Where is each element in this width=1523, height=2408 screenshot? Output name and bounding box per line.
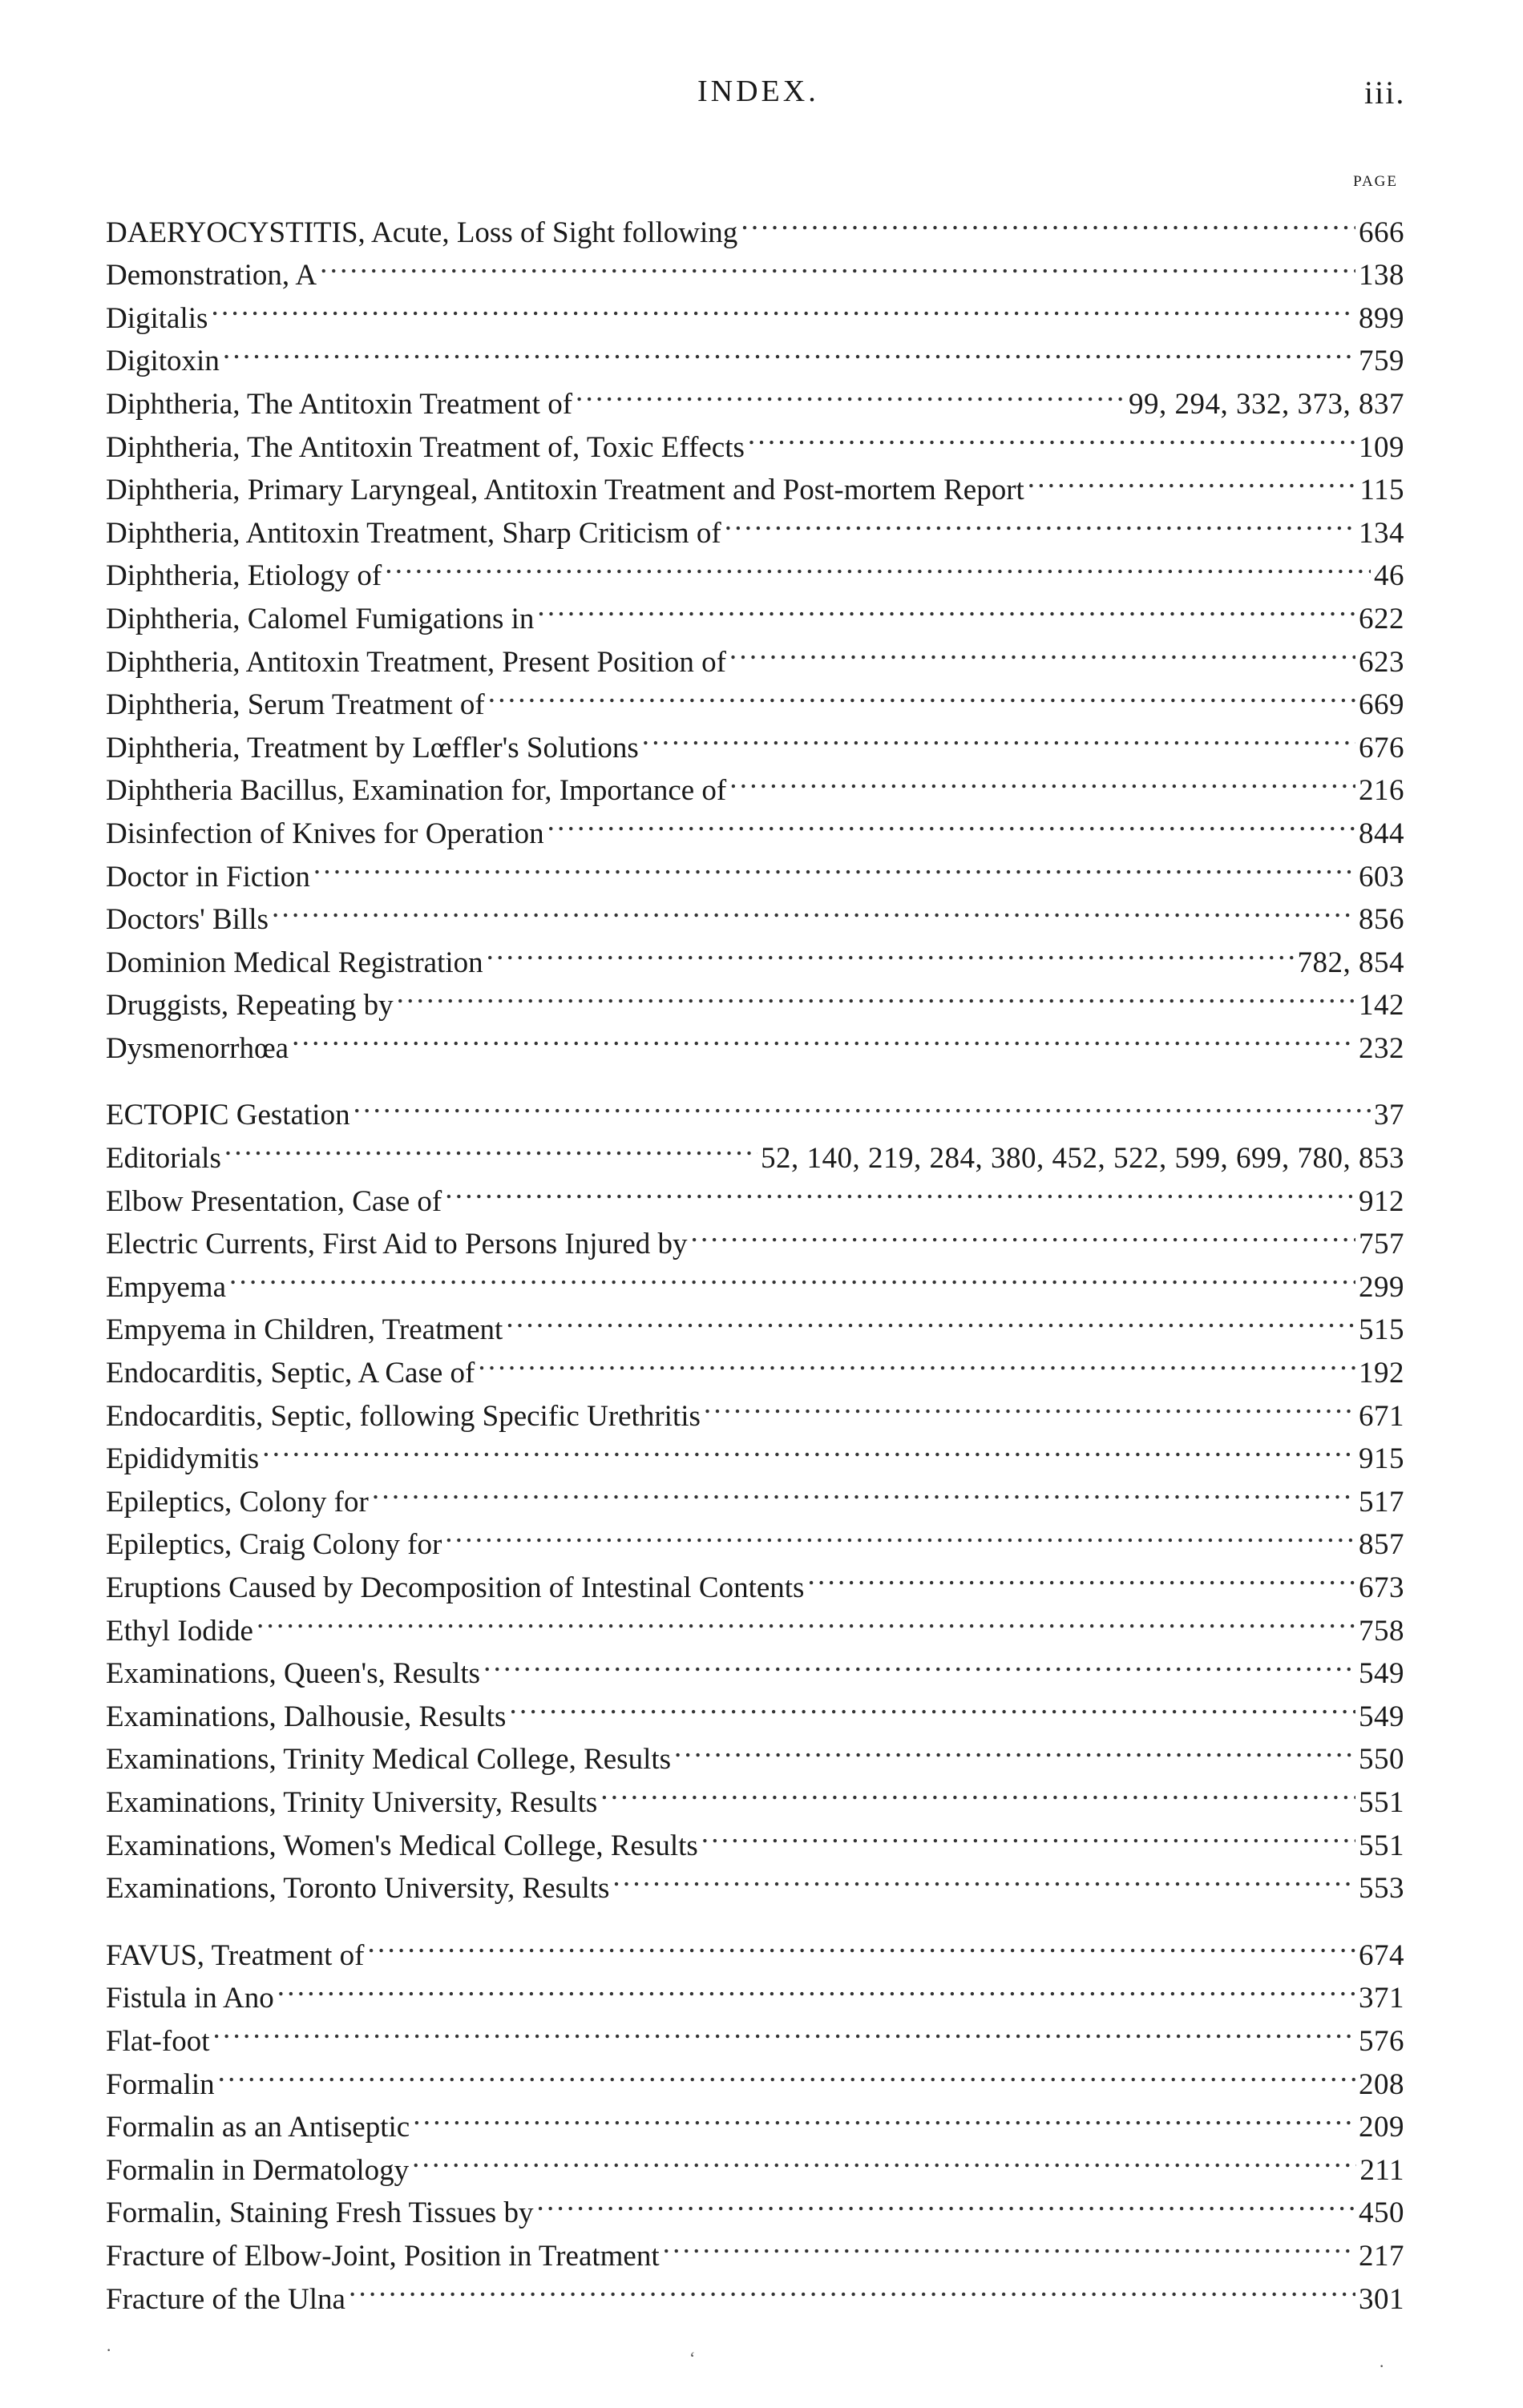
entry-label: Electric Currents, First Aid to Persons Injured by (106, 1228, 688, 1261)
entry-pages: 674 (1359, 1938, 1404, 1972)
entry-label: Endocarditis, Septic, following Specific Urethritis (106, 1399, 701, 1433)
dot-leader (576, 370, 1125, 413)
dot-leader (385, 543, 1371, 586)
dot-leader (229, 1253, 1355, 1297)
index-entry (106, 199, 1404, 249)
entry-label: Fracture of the Ulna (106, 2282, 345, 2316)
entry-pages: 232 (1359, 1031, 1404, 1065)
dot-leader (212, 2007, 1355, 2051)
index-entry (106, 1014, 1404, 1065)
entry-pages: 603 (1359, 860, 1404, 893)
index-entry (106, 370, 1404, 421)
dot-leader (218, 2051, 1355, 2094)
dot-leader (313, 843, 1355, 886)
entry-pages: 142 (1359, 989, 1404, 1022)
entry-pages: 856 (1359, 903, 1404, 937)
entry-label: Examinations, Trinity University, Results (106, 1785, 598, 1819)
dot-leader (483, 1640, 1355, 1684)
index-entry (106, 328, 1404, 378)
entry-pages: 52, 140, 219, 284, 380, 452, 522, 599, 699, 780, 853 (761, 1142, 1404, 1176)
entry-pages: 211 (1359, 2153, 1404, 2187)
entry-label: Endocarditis, Septic, A Case of (106, 1357, 475, 1390)
entry-pages: 576 (1359, 2024, 1404, 2058)
entry-pages: 371 (1359, 1982, 1404, 2015)
dot-leader (701, 1812, 1355, 1855)
dot-leader (748, 413, 1355, 457)
entry-label: Fistula in Ano (106, 1982, 274, 2015)
entry-label: Dominion Medical Registration (106, 946, 483, 979)
entry-pages: 671 (1359, 1399, 1404, 1433)
entry-label: Diphtheria, Treatment by Lœffler's Solutions (106, 731, 639, 764)
index-entry (106, 1253, 1404, 1304)
entry-pages: 551 (1359, 1785, 1404, 1819)
entry-pages: 673 (1359, 1571, 1404, 1604)
entry-label: Formalin, Staining Fresh Tissues by (106, 2196, 534, 2230)
dot-leader (211, 284, 1355, 328)
dot-leader (413, 2094, 1355, 2137)
dot-leader (367, 1922, 1355, 1965)
page-title: INDEX. (697, 75, 819, 108)
entry-label: Diphtheria Bacillus, Examination for, Importance of (106, 774, 727, 808)
index-entry (106, 1426, 1404, 1476)
entry-pages: 517 (1359, 1485, 1404, 1519)
dot-leader (292, 1014, 1355, 1058)
entry-label: Diphtheria, Calomel Fumigations in (106, 602, 535, 635)
dot-leader (277, 1965, 1355, 2008)
index-entry (106, 284, 1404, 335)
index-entry (106, 1124, 1404, 1176)
entry-label: FAVUS, Treatment of (106, 1938, 365, 1972)
index-entry (106, 1168, 1404, 1218)
dot-leader (223, 328, 1355, 371)
dot-leader (807, 1554, 1355, 1597)
entry-label: Diphtheria, The Antitoxin Treatment of, Toxic Effects (106, 430, 745, 464)
entry-label: Digitoxin (106, 345, 220, 378)
dot-leader (537, 2180, 1355, 2223)
index-entry (106, 2007, 1404, 2058)
entry-pages: 623 (1359, 645, 1404, 679)
dot-leader (349, 2265, 1355, 2309)
entry-pages: 551 (1359, 1829, 1404, 1862)
index-entry (106, 886, 1404, 937)
entry-pages: 208 (1359, 2067, 1404, 2101)
entry-label: Demonstration, A (106, 259, 317, 292)
index-section (106, 199, 1404, 1065)
entry-pages: 676 (1359, 731, 1404, 764)
section-gap (106, 1058, 1404, 1082)
entry-pages: 450 (1359, 2196, 1404, 2230)
entry-pages: 549 (1359, 1700, 1404, 1733)
entry-pages: 109 (1359, 430, 1404, 464)
entry-label: Formalin in Dermatology (106, 2153, 410, 2187)
entry-label: Empyema in Children, Treatment (106, 1313, 503, 1347)
dot-leader (729, 757, 1355, 801)
entry-pages: 757 (1359, 1228, 1404, 1261)
dot-leader (725, 499, 1355, 543)
dot-leader (663, 2222, 1355, 2265)
entry-pages: 782, 854 (1297, 946, 1404, 979)
index-entry (106, 1297, 1404, 1347)
entry-label: Doctors' Bills (106, 903, 269, 937)
running-head (0, 74, 1523, 122)
entry-label: Examinations, Women's Medical College, Results (106, 1829, 698, 1862)
dot-leader (600, 1769, 1355, 1812)
entry-label: Diphtheria, Antitoxin Treatment, Sharp Criticism of (106, 516, 721, 550)
entry-label: Empyema (106, 1270, 227, 1304)
entry-pages: 550 (1359, 1743, 1404, 1777)
dot-leader (741, 199, 1355, 242)
entry-label: Doctor in Fiction (106, 860, 310, 893)
entry-pages: 669 (1359, 688, 1404, 722)
entry-pages: 217 (1359, 2239, 1404, 2273)
dot-leader (1028, 457, 1357, 500)
entry-label: Disinfection of Knives for Operation (106, 817, 544, 850)
entry-label: Examinations, Toronto University, Results (106, 1872, 610, 1906)
entry-pages: 209 (1359, 2111, 1404, 2144)
dot-leader (397, 972, 1355, 1015)
dot-leader (262, 1426, 1355, 1469)
entry-pages: 134 (1359, 516, 1404, 550)
entry-label: Druggists, Repeating by (106, 989, 394, 1022)
scan-speck: · (1379, 2356, 1385, 2376)
entry-label: Examinations, Trinity Medical College, Results (106, 1743, 672, 1777)
entry-label: Diphtheria, Antitoxin Treatment, Present Position of (106, 645, 726, 679)
entry-label: Dysmenorrhœa (106, 1031, 289, 1065)
index-entry (106, 1640, 1404, 1691)
dot-leader (547, 800, 1355, 843)
entry-pages: 37 (1374, 1099, 1404, 1132)
entry-label: Epileptics, Colony for (106, 1485, 369, 1519)
dot-leader (272, 886, 1355, 930)
index-entry (106, 929, 1404, 979)
index-entry (106, 2094, 1404, 2144)
dot-leader (704, 1382, 1355, 1426)
index-entry (106, 1082, 1404, 1132)
index-entries (106, 199, 1404, 2316)
entry-label: Diphtheria, Serum Treatment of (106, 688, 485, 722)
dot-leader (509, 1683, 1355, 1726)
scan-speck: ‘ (689, 2348, 696, 2368)
entry-label: Epididymitis (106, 1442, 260, 1476)
entry-pages: 515 (1359, 1313, 1404, 1347)
entry-label: Fracture of Elbow-Joint, Position in Treatment (106, 2239, 660, 2273)
entry-pages: 857 (1359, 1528, 1404, 1562)
dot-leader (487, 929, 1295, 972)
dot-leader (537, 585, 1355, 628)
dot-leader (478, 1339, 1355, 1382)
entry-pages: 758 (1359, 1614, 1404, 1648)
entry-pages: 301 (1359, 2282, 1404, 2316)
entry-pages: 216 (1359, 774, 1404, 808)
dot-leader (488, 672, 1355, 715)
dot-leader (372, 1468, 1355, 1511)
entry-label: Ethyl Iodide (106, 1614, 253, 1648)
entry-pages: 844 (1359, 817, 1404, 850)
index-entry (106, 2051, 1404, 2101)
dot-leader (445, 1511, 1355, 1555)
scan-speck: · (106, 2340, 112, 2360)
index-entry (106, 1965, 1404, 2015)
dot-leader (224, 1124, 757, 1168)
dot-leader (612, 1855, 1355, 1898)
dot-leader (445, 1168, 1355, 1211)
entry-pages: 759 (1359, 345, 1404, 378)
entry-label: Formalin as an Antiseptic (106, 2111, 410, 2144)
dot-leader (320, 242, 1355, 285)
entry-label: Epileptics, Craig Colony for (106, 1528, 442, 1562)
entry-label: DAERYOCYSTITIS, Acute, Loss of Sight following (106, 216, 738, 249)
entry-label: Examinations, Dalhousie, Results (106, 1700, 507, 1733)
entry-pages: 915 (1359, 1442, 1404, 1476)
index-entry (106, 1922, 1404, 1972)
entry-label: Eruptions Caused by Decomposition of Intestinal Contents (106, 1571, 805, 1604)
dot-leader (353, 1082, 1371, 1125)
entry-pages: 549 (1359, 1657, 1404, 1691)
entry-pages: 99, 294, 332, 373, 837 (1129, 387, 1404, 421)
entry-label: Flat-foot (106, 2024, 210, 2058)
index-entry (106, 1597, 1404, 1648)
entry-pages: 138 (1359, 259, 1404, 292)
dot-leader (691, 1211, 1355, 1254)
entry-label: Digitalis (106, 301, 208, 335)
entry-pages: 912 (1359, 1184, 1404, 1218)
entry-label: Diphtheria, The Antitoxin Treatment of (106, 387, 573, 421)
page-column-label: PAGE (1353, 173, 1398, 190)
entry-label: Formalin (106, 2067, 215, 2101)
index-section (106, 1082, 1404, 1906)
dot-leader (412, 2136, 1356, 2180)
entry-label: Editorials (106, 1142, 221, 1176)
dot-leader (674, 1726, 1355, 1769)
entry-pages: 299 (1359, 1270, 1404, 1304)
entry-label: Elbow Presentation, Case of (106, 1184, 442, 1218)
dot-leader (257, 1597, 1355, 1640)
entry-pages: 46 (1374, 559, 1404, 593)
index-entry (106, 1468, 1404, 1519)
entry-label: Diphtheria, Primary Laryngeal, Antitoxin Treatment and Post-mortem Report (106, 474, 1024, 507)
entry-label: Diphtheria, Etiology of (106, 559, 382, 593)
entry-pages: 666 (1359, 216, 1404, 249)
entry-label: ECTOPIC Gestation (106, 1099, 350, 1132)
entry-pages: 192 (1359, 1357, 1404, 1390)
entry-pages: 115 (1359, 474, 1404, 507)
dot-leader (642, 714, 1355, 757)
dot-leader (506, 1297, 1355, 1340)
index-section (106, 1922, 1404, 2316)
entry-pages: 553 (1359, 1872, 1404, 1906)
entry-pages: 899 (1359, 301, 1404, 335)
page-number: iii. (1364, 75, 1406, 111)
entry-label: Examinations, Queen's, Results (106, 1657, 481, 1691)
dot-leader (729, 628, 1355, 672)
entry-pages: 622 (1359, 602, 1404, 635)
